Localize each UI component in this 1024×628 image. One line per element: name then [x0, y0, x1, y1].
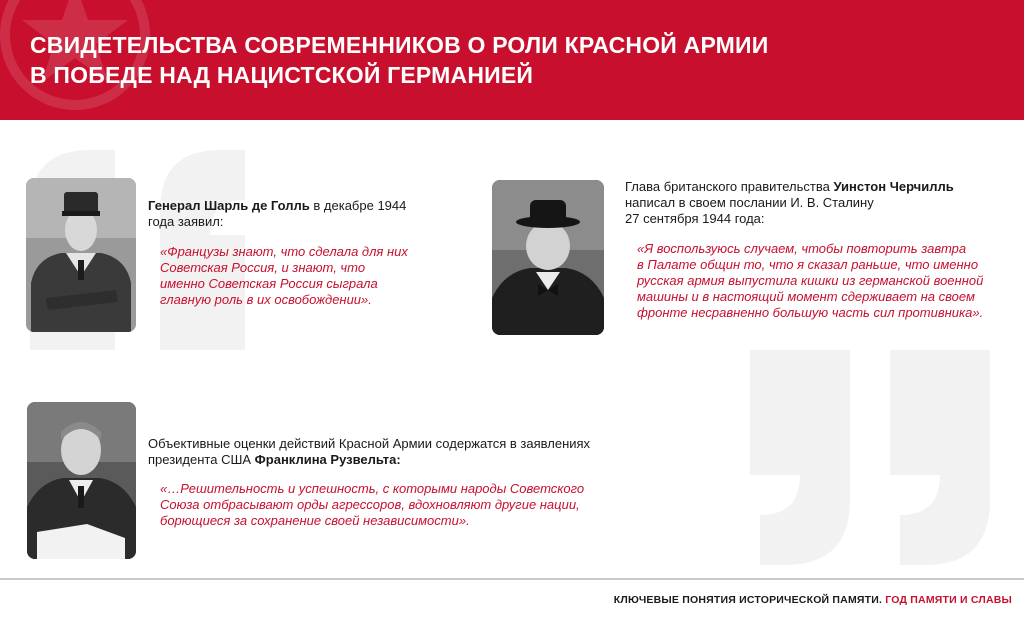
churchill-quote-line-1: «Я воспользуюсь случаем, чтобы повторить завтра	[637, 241, 967, 256]
footer-divider	[0, 578, 1024, 580]
de-gaulle-intro-line-2: года заявил:	[148, 214, 224, 229]
page-title-line-2: В ПОБЕДЕ НАД НАЦИСТСКОЙ ГЕРМАНИЕЙ	[30, 62, 534, 88]
roosevelt-intro	[148, 436, 668, 468]
de-gaulle-name: Генерал Шарль де Голль	[148, 198, 310, 213]
churchill-intro-line-1	[625, 179, 1005, 195]
churchill-intro	[625, 179, 1005, 227]
de-gaulle-intro	[148, 198, 448, 230]
de-gaulle-intro-text: в декабре 1944	[309, 198, 407, 213]
page-title	[30, 30, 769, 90]
roosevelt-intro-text: президента США	[148, 452, 255, 467]
roosevelt-name: Франклина Рузвельта:	[254, 452, 401, 467]
roosevelt-quote-line-1: «…Решительность и успешность, с которыми народы Советского	[160, 481, 585, 496]
roosevelt-quote-line-2: Союза отбрасывают орды агрессоров, вдохновляют другие нации,	[160, 497, 580, 512]
footer-caption	[614, 594, 1012, 606]
page-title-line-1: СВИДЕТЕЛЬСТВА СОВРЕМЕННИКОВ О РОЛИ КРАСНОЙ АРМИИ	[30, 32, 769, 58]
de-gaulle-quote-line-1: «Французы знают, что сделала для них	[160, 244, 408, 259]
de-gaulle-intro-line-1	[148, 198, 448, 214]
closing-quote-mark-icon	[740, 350, 1010, 575]
churchill-photo	[492, 180, 604, 335]
churchill-intro-line-3: 27 сентября 1944 года:	[625, 211, 765, 226]
footer-main-text: КЛЮЧЕВЫЕ ПОНЯТИЯ ИСТОРИЧЕСКОЙ ПАМЯТИ.	[613, 594, 883, 606]
churchill-quote	[637, 241, 1017, 321]
roosevelt-quote-line-3: борющиеся за сохранение своей независимости».	[160, 513, 470, 528]
churchill-quote-line-4: машины и в настоящий момент сдерживает на своем	[637, 289, 975, 304]
de-gaulle-quote-line-4: главную роль в их освобождении».	[160, 292, 372, 307]
churchill-name: Уинстон Черчилль	[833, 179, 954, 194]
roosevelt-intro-line-1: Объективные оценки действий Красной Армии содержатся в заявлениях	[148, 436, 591, 451]
roosevelt-photo	[27, 402, 136, 559]
churchill-intro-text: Глава британского правительства	[625, 179, 834, 194]
churchill-quote-line-3: русская армия выпустила кишки из германской военной	[637, 273, 984, 288]
churchill-quote-line-2: в Палате общин то, что я сказал раньше, что именно	[637, 257, 979, 272]
roosevelt-quote	[160, 481, 660, 529]
churchill-intro-line-2: написал в своем послании И. В. Сталину	[625, 195, 874, 210]
de-gaulle-quote-line-2: Советская Россия, и знают, что	[160, 260, 366, 275]
de-gaulle-quote	[160, 244, 460, 308]
roosevelt-intro-line-2	[148, 452, 668, 468]
churchill-quote-line-5: фронте несравненно большую часть сил противника».	[637, 305, 984, 320]
de-gaulle-photo	[26, 178, 136, 332]
header-banner	[0, 0, 1024, 120]
de-gaulle-quote-line-3: именно Советская Россия сыграла	[160, 276, 378, 291]
footer-accent-text: ГОД ПАМЯТИ И СЛАВЫ	[885, 594, 1012, 606]
